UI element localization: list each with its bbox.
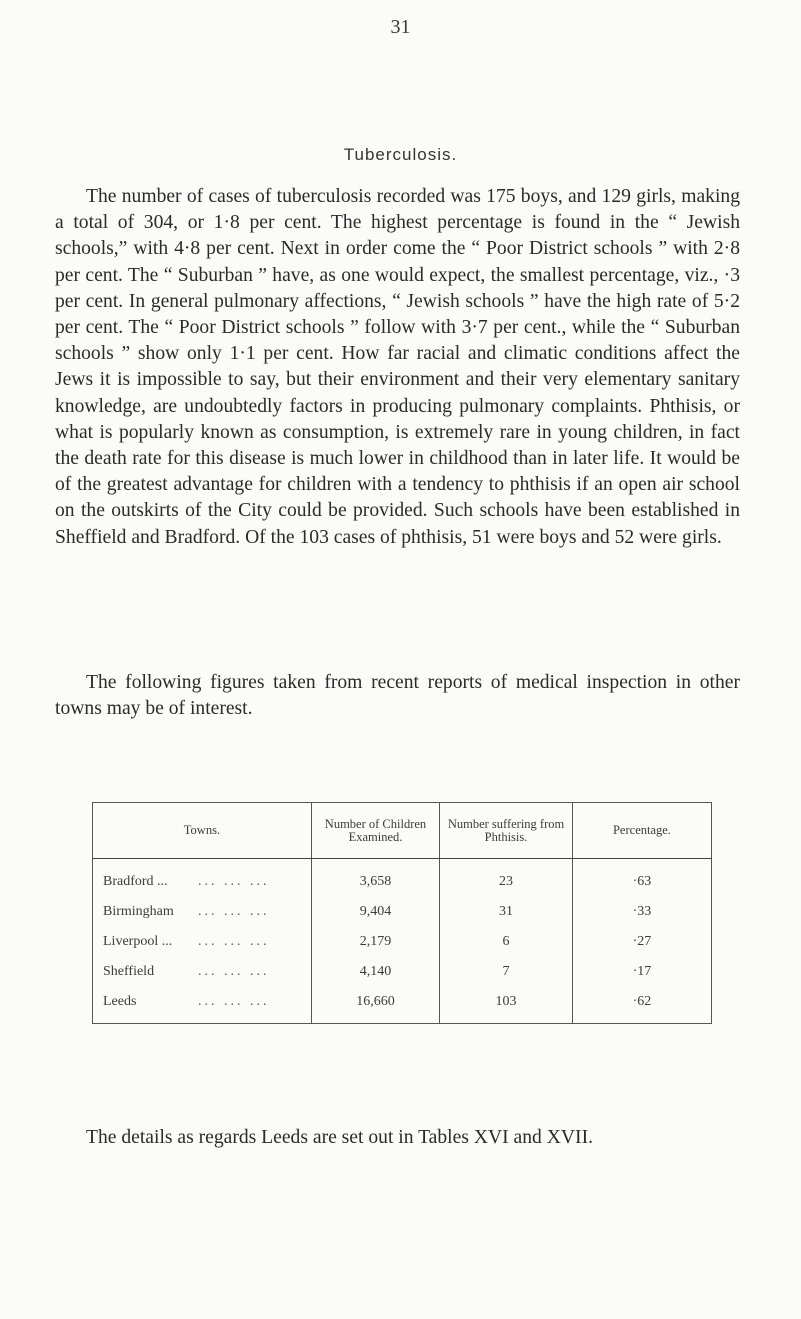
suffering-cell: 7 [440,957,573,987]
page-number: 31 [390,16,411,38]
town-name: Birmingham [103,904,174,919]
table-row [93,859,712,898]
closing-paragraph: The details as regards Leeds are set out in Tables XVI and XVII. [86,1127,593,1148]
table-header-row [93,803,712,859]
tuberculosis-paragraph: The number of cases of tuberculosis recorded was 175 boys, and 129 girls, making a total of 304, or 1·8 per cent. The highest percentage is found in the “ Jewish schools,” with 4·8 per cent. Next in order come the “ Poor District schools ” with 2·8 per cent. The “ Suburban ” have, as one would expect, the smallest percentage, viz., ·3 per cent. In general pulmonary affections, “ Jewish schools ” have the high rate of 5·2 per cent. The “ Poor District schools ” follow with 3·7 per cent., while the “ Suburban schools ” show only 1·1 per cent. How far racial and climatic conditions affect the Jews it is impossible to say, but their environment and their very elementary sanitary knowledge, are undoubtedly factors in producing pulmonary complaints. Phthisis, or what is popularly known as consumption, is extremely rare in young children, in fact the death rate for this disease is much lower in childhood than in later life. It would be of the greatest advantage for children with a tendency to phthisis if an open air school on the outskirts of the City could be provided. Such schools have been established in Sheffield and Bradford. Of the 103 cases of phthisis, 51 were boys and 52 were girls. [55,186,740,548]
percentage-cell: ·17 [572,957,711,987]
phthisis-table [92,802,712,1024]
examined-cell: 2,179 [311,927,439,957]
table-row [93,987,712,1024]
leader-dots: ... ... ... [198,874,270,889]
leader-dots: ... ... ... [198,994,270,1009]
town-name: Bradford ... [103,874,168,889]
table-row [93,927,712,957]
suffering-cell: 103 [440,987,573,1024]
examined-cell: 4,140 [311,957,439,987]
town-cell [93,897,312,927]
header-suffering: Number suffering from Phthisis. [440,803,573,859]
suffering-cell: 23 [440,859,573,898]
percentage-cell: ·63 [572,859,711,898]
section-title: Tuberculosis. [343,145,458,164]
leader-dots: ... ... ... [198,964,270,979]
leader-dots: ... ... ... [198,934,270,949]
town-cell [93,957,312,987]
examined-cell: 3,658 [311,859,439,898]
intro-paragraph: The following figures taken from recent reports of medical inspection in other towns may be of interest. [55,672,740,720]
examined-cell: 9,404 [311,897,439,927]
header-towns: Towns. [93,803,312,859]
town-cell [93,987,312,1024]
percentage-cell: ·33 [572,897,711,927]
percentage-cell: ·27 [572,927,711,957]
town-name: Sheffield [103,964,155,979]
suffering-cell: 31 [440,897,573,927]
town-cell [93,927,312,957]
header-examined: Number of Children Examined. [311,803,439,859]
table-row [93,957,712,987]
table-row [93,897,712,927]
percentage-cell: ·62 [572,987,711,1024]
examined-cell: 16,660 [311,987,439,1024]
town-cell [93,859,312,898]
suffering-cell: 6 [440,927,573,957]
town-name: Liverpool ... [103,934,173,949]
header-percentage: Percentage. [572,803,711,859]
town-name: Leeds [103,994,137,1009]
leader-dots: ... ... ... [198,904,270,919]
